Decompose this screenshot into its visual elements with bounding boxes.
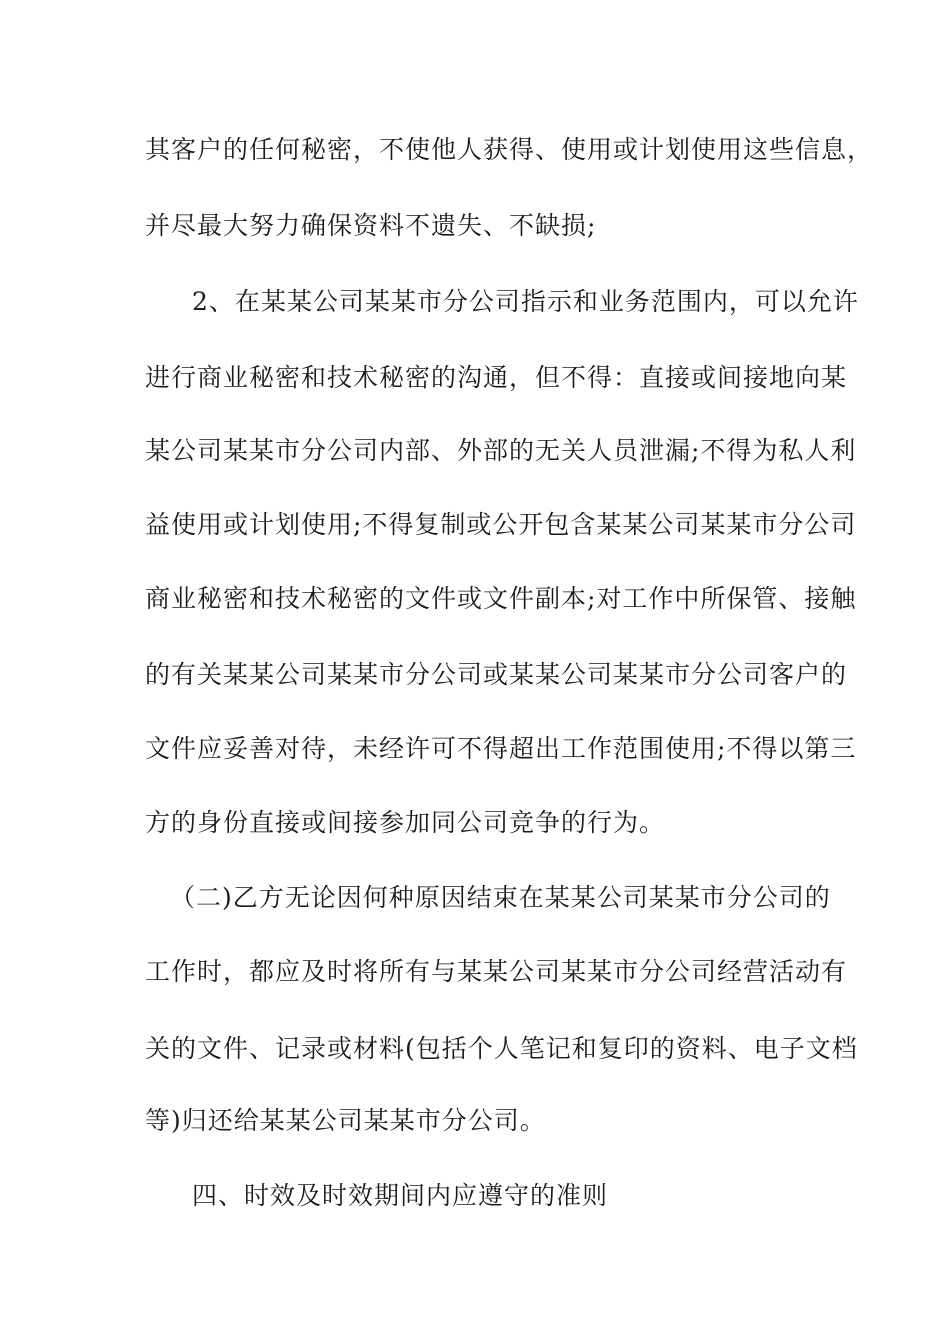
text-line: 工作时，都应及时将所有与某某公司某某市分公司经营活动有 — [145, 957, 848, 986]
text-line: 等)归还给某某公司某某市分公司。 — [145, 1106, 546, 1135]
section-heading: 四、时效及时效期间内应遵守的准则 — [192, 1181, 609, 1210]
text-line: 某公司某某市分公司内部、外部的无关人员泄漏;不得为私人利 — [145, 436, 857, 465]
text-line: 商业秘密和技术秘密的文件或文件副本;对工作中所保管、接触 — [145, 584, 857, 613]
text-line: 关的文件、记录或材料(包括个人笔记和复印的资料、电子文档 — [145, 1034, 858, 1063]
text-line: （二)乙方无论因何种原因结束在某某公司某某市分公司的 — [170, 883, 831, 912]
text-line: 其客户的任何秘密，不使他人获得、使用或计划使用这些信息， — [145, 135, 874, 164]
text-line: 文件应妥善对待，未经许可不得超出工作范围使用;不得以第三 — [145, 734, 857, 763]
text-line: 的有关某某公司某某市分公司或某某公司某某市分公司客户的 — [145, 660, 848, 689]
text-line: 益使用或计划使用;不得复制或公开包含某某公司某某市分公司 — [145, 510, 857, 539]
text-line: 方的身份直接或间接参加同公司竞争的行为。 — [145, 808, 666, 837]
text-line: 进行商业秘密和技术秘密的沟通，但不得：直接或间接地向某 — [145, 363, 848, 392]
text-line: 2、在某某公司某某市分公司指示和业务范围内，可以允许 — [192, 287, 859, 316]
text-line: 并尽最大努力确保资料不遗失、不缺损; — [145, 211, 597, 240]
